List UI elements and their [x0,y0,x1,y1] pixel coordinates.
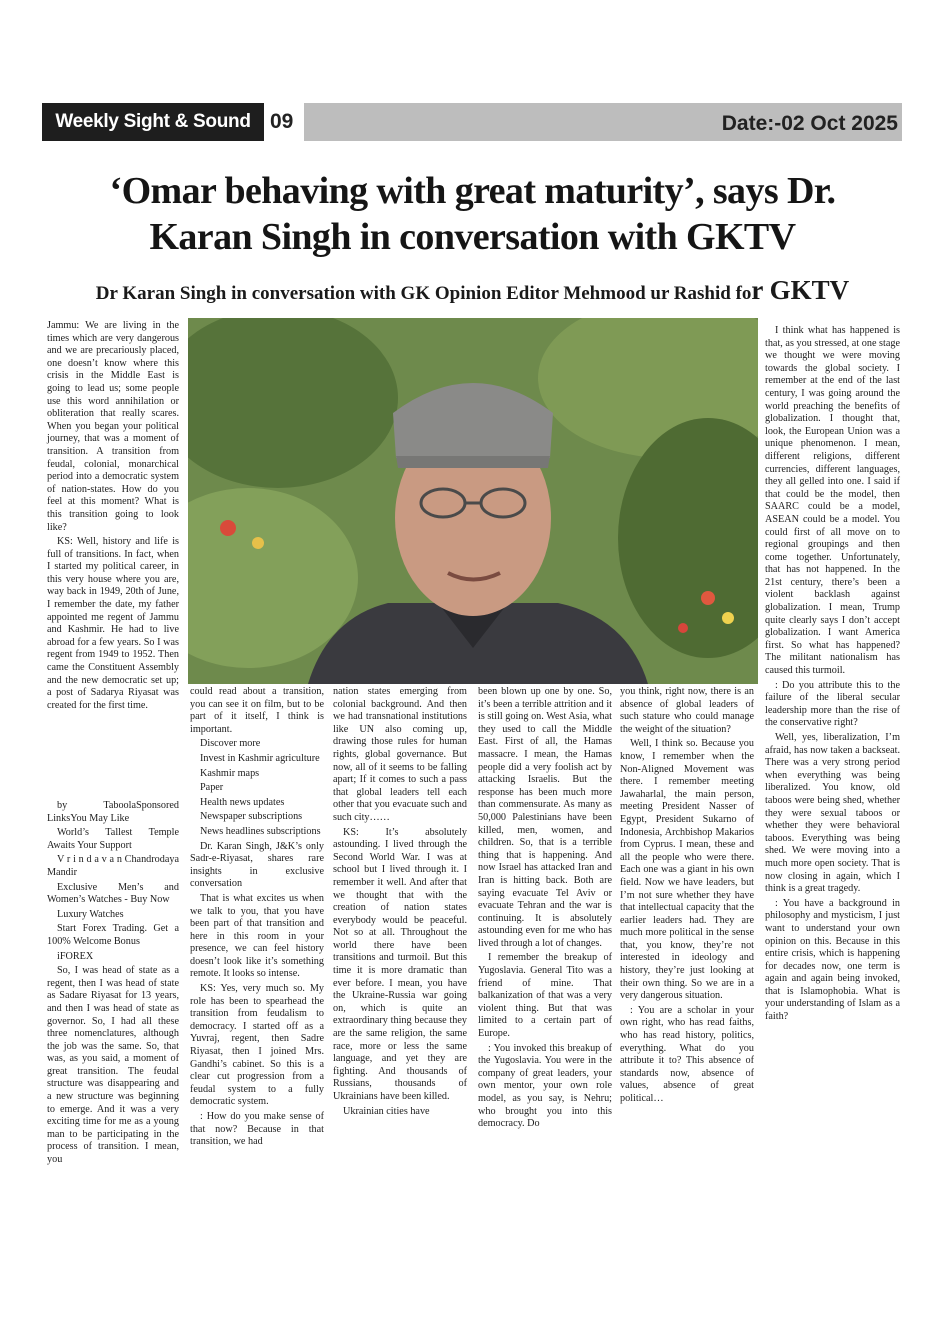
sponsored-link[interactable]: Luxury Watches [57,908,124,920]
sponsored-link[interactable]: World’s Tallest Temple Awaits Your Support [47,827,179,851]
paragraph: So, I was head of state as a regent, then I was head of state as Sadare Riyasat for 13 years, and then I was head of state as governor. So, I had all these three nomenclatures, although the job was the same. So, that was, as you said, a moment of great transition. The feudal structure was disappearing and a new structure was beginning to emerge. And it was a very exciting time for me as a young man to be participating in the process of transition. I mean, you [47,965,179,1166]
sponsored-link[interactable]: Start Forex Trading. Get a 100% Welcome Bonus [47,923,179,947]
paragraph: That is what excites us when we talk to you, that you have been part of that transition and here in this room in your presence, we can feel history doesn’t look like it’s something remote. It looks so intense. [190,892,324,980]
sponsored-link[interactable]: iFOREX [57,950,94,962]
sponsored-label: by TaboolaSponsored LinksYou May Like [47,800,179,824]
paragraph: : You are a scholar in your own right, who has read faiths, who has read history, politics, everything. What do you attribute it to? This absence of standards now, absence of values, absence of great political… [620,1004,754,1104]
paragraph: KS: It’s absolutely astounding. I lived through the Second World War. I was at school but I lived through it. I remember it well. And after that we thought that with the creation of nation states everybody would be peaceful. Not so at all. Throughout the world there have been transitions and turmoil. But this time it is more dramatic than ever before. I mean, you have the Ukraine-Russia war going on, which is quite an extraordinary thing because they are the same religion, the same race, more or less the same language, and yet they are fighting. And thousands of Russians, thousands of Ukrainians have been killed. [333,826,467,1102]
paragraph: been blown up one by one. So, it’s been a terrible attrition and it is still going on. West Asia, what they used to call the Middle East. First of all, the Hamas massacre. I mean, the Hamas people did a very foolish act by attacking Israelis. But the response has been much more than commensurate. As many as 50,000 Palestinians have been killed, men, women, and children. So, that is a terrible thing that is happening. And now Israel has attacked Iran and Iran is hitting back. Both are saying evacuate Tel Aviv or evacuate Tehran and the war is continuing. It is absolutely astounding even for me who has lived through a lot of changes. [478,686,612,949]
header-band [304,103,902,141]
article-column-1 [47,320,179,714]
page-number: 09 [270,110,294,133]
paragraph: KS: Yes, very much so. My role has been to spearhead the transition from feudalism to democracy. I started off as a Yuvraj, regent, then Sadre Riyasat, then I joined Mrs. Gandhi’s cabinet. So this is a clear cut progression from a feudal system to a fully democratic system. [190,983,324,1108]
subheadline-emphasis: r GKTV [751,275,850,305]
paragraph: : You invoked this breakup of the Yugoslavia. You were in the company of great leaders, your own mentor, your own role model, as you say, is Nehru; who brought you into this democracy. Do [478,1042,612,1130]
paragraph: Dr. Karan Singh, J&K’s only Sadr-e-Riyasat, shares rare insights in exclusive conversation [190,840,324,890]
related-link[interactable]: Health news updates [200,796,285,808]
paragraph: : You have a background in philosophy and mysticism, I just want to understand your own opinion on this. Because in this entire crisis, which is happening for decades now, one term is again and again being invoked, that is Islamophobia. What is your understanding of Islam as a faith? [765,897,900,1023]
paragraph: could read about a transition, you can see it on film, but to be part of it itself, I think is important. [190,686,324,735]
paragraph: Ukrainian cities have [343,1105,430,1117]
article-column-3 [333,686,467,1120]
paragraph: : Do you attribute this to the failure of the liberal secular leadership more than the rise of the conservative right? [765,679,900,729]
subheadline [40,275,905,309]
related-link[interactable]: Discover more [200,738,261,750]
paragraph: KS: Well, history and life is full of transitions. In fact, when I started my political career, in this very house where you are, way back in 1949, 20th of June, I remember the date, my father appointed me regent of Jammu and Kashmir. He had to live abroad for a few years. So I was regent from 1949 to 1952. Then came the Constituent Assembly and the new democratic set up; a post of Sadarya Riyasat was created for the first time. [47,536,179,711]
paragraph: you think, right now, there is an absence of global leaders of such stature who could manage the weight of the situation? [620,686,754,735]
paragraph: : How do you make sense of that now? Because in that transition, we had [190,1111,324,1148]
sponsored-link[interactable]: V r i n d a v a n Chandrodaya Mandir [47,854,179,878]
related-link[interactable]: Invest in Kashmir agriculture [200,752,320,764]
paragraph: I think what has happened is that, as you stressed, at one stage we thought we were moving towards the global society. I remember at the end of the last century, I was going around the world preaching the benefits of globalization. I thought that, look, the European Union was a unique phenomenon. I mean, different religions, different currencies, different languages, they all gelled into one. I said if that could be the model, then SAARC could be a model, ASEAN could be a model. You could first of all move on to regional groupings and then come together. Unfortunately, that has not happened. In the 21st century, there’s been a violent backlash against globalization. I mean, Trump quite clearly says I don’t accept globalization. I want America first. So what has happened? The militant nationalism has caused this turmoil. [765,325,900,677]
paragraph: Well, I think so. Because you know, I remember when the Non-Aligned Movement was there. I remember meeting Jawaharlal, the main person, meeting President Nasser of Egypt, President Sukarno of Indonesia, Archbishop Makarios from Cyprus. I mean, these and all the people who were there. Each one was a giant in his own field. Now we have leaders, but I’m not sure whether they have that intellectual capacity that the earlier leaders had. They are much more political in the sense that, you know, they’re not interested in ideology and history, they’re just looking at their own thing. So we are in a very dangerous situation. [620,738,754,1002]
issue-date: Date:-02 Oct 2025 [721,112,898,135]
paragraph: Jammu: We are living in the times which are very dangerous and we are precariously placed, one doesn’t know where this crisis in the Middle East is going to lead us; some people use this word annihilation or obliteration that really scares. When you began your political journey, that was a moment of transition. A transition from feudal, colonial, monarchical period into a democratic system of nation-states. How do you feel at this moment? What is this transition going to look like? [47,320,179,533]
sponsored-link[interactable]: Exclusive Men’s and Women’s Watches - Buy Now [47,881,179,906]
paragraph: I remember the breakup of Yugoslavia. General Tito was a friend of mine. That balkanization of that was a very violent thing. But that was limited to a certain part of Europe. [478,952,612,1040]
portrait-photo [188,318,758,684]
paragraph: Well, yes, liberalization, I’m afraid, has now taken a backseat. There was a very strong period when everything was being liberalized. You know, old taboos were being shed, whether they were sexual taboos or whether they were behavioral taboos. Everything was being shed. We were moving into a much more open society. That is now closing in again, which I think is a great tragedy. [765,732,900,895]
subheadline-text: Dr Karan Singh in conversation with GK Opinion Editor Mehmood ur Rashid fo [95,283,752,304]
related-link[interactable]: Newspaper subscriptions [200,811,303,823]
publication-name: Weekly Sight & Sound [42,103,264,141]
headline [40,168,905,260]
related-link[interactable]: Kashmir maps [200,767,260,779]
article-column-4 [478,686,612,1133]
article-column-1-lower [47,800,179,1169]
paragraph: nation states emerging from colonial background. And then we had transnational institutions like UN also coming up, drawing those rules for human rights, global governance. But now, all of it seems to be falling apart; If it comes to such a pass that global leaders tell each other that you evacuate such and such city…… [333,686,467,823]
related-link[interactable]: Paper [200,782,224,794]
masthead-bar [42,101,902,143]
article-column-5 [620,686,754,1108]
headline-line-1: ‘Omar behaving with great maturity’, says Dr. [109,170,836,212]
article-column-2 [190,686,324,1151]
related-link[interactable]: News headlines subscriptions [200,825,321,837]
headline-line-2: Karan Singh in conversation with GKTV [149,216,796,258]
article-column-6 [765,325,900,1026]
